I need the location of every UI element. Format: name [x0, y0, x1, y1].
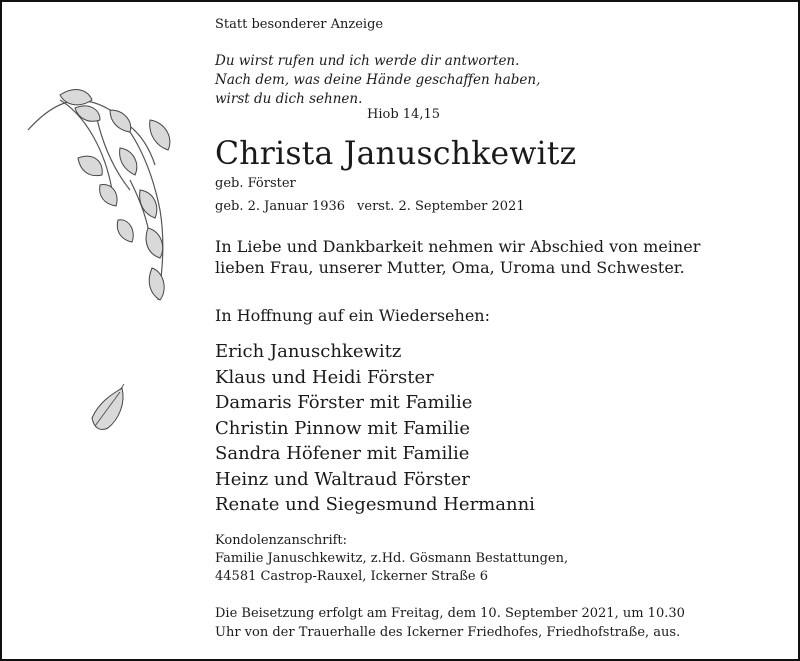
mourner-name: Damaris Förster mit Familie	[215, 392, 473, 413]
funeral-line: Die Beisetzung erfolgt am Freitag, dem 10. September 2021, um 10.30	[215, 606, 685, 621]
mourner-name: Christin Pinnow mit Familie	[215, 417, 471, 439]
mourner-name: Klaus und Heidi Förster	[215, 366, 434, 388]
quote-line: Nach dem, was deine Hände geschaffen haben,	[215, 72, 541, 88]
leaf	[120, 148, 137, 175]
mourners-list	[215, 339, 535, 518]
quote-line: wirst du dich sehnen.	[215, 91, 363, 107]
leaf	[75, 106, 100, 121]
mourner-name: Renate und Siegesmund Hermanni	[215, 494, 535, 515]
funeral-line: Uhr von der Trauerhalle des Ickerner Friedhofes, Friedhofstraße, aus.	[215, 625, 681, 640]
condolence-line: Familie Januschkewitz, z.Hd. Gösmann Bestattungen,	[215, 551, 569, 566]
header-note: Statt besonderer Anzeige	[215, 17, 384, 32]
farewell-line: In Liebe und Dankbarkeit nehmen wir Abschied von meiner	[215, 237, 701, 256]
leaf	[78, 156, 102, 175]
condolence-line: 44581 Castrop-Rauxel, Ickerner Straße 6	[215, 569, 488, 584]
quote-source: Hiob 14,15	[367, 107, 440, 122]
leaf	[100, 185, 117, 206]
deceased-name: Christa Januschkewitz	[215, 136, 577, 172]
leaf	[117, 220, 133, 242]
farewell-text	[215, 236, 700, 278]
life-dates	[215, 199, 525, 214]
hope-line: In Hoffnung auf ein Wiedersehen:	[215, 306, 490, 325]
farewell-line: lieben Frau, unserer Mutter, Oma, Uroma und Schwester.	[215, 258, 685, 277]
leaf	[146, 228, 163, 258]
birth-date: geb. 2. Januar 1936	[215, 199, 346, 214]
condolence-address	[215, 532, 568, 586]
birch-branch-illustration	[0, 0, 210, 661]
leaf	[150, 120, 170, 150]
maiden-name: geb. Förster	[215, 176, 296, 191]
mourner-name: Sandra Höfener mit Familie	[215, 443, 470, 464]
funeral-notice	[215, 604, 685, 642]
death-date: verst. 2. September 2021	[357, 199, 525, 214]
bible-quote	[215, 52, 540, 109]
leaf	[110, 110, 131, 132]
condolence-heading: Kondolenzanschrift:	[215, 533, 348, 548]
quote-line: Du wirst rufen und ich werde dir antworten.	[215, 53, 520, 69]
mourner-name: Erich Januschkewitz	[215, 341, 402, 362]
leaf	[140, 190, 157, 218]
mourner-name: Heinz und Waltraud Förster	[215, 468, 470, 490]
